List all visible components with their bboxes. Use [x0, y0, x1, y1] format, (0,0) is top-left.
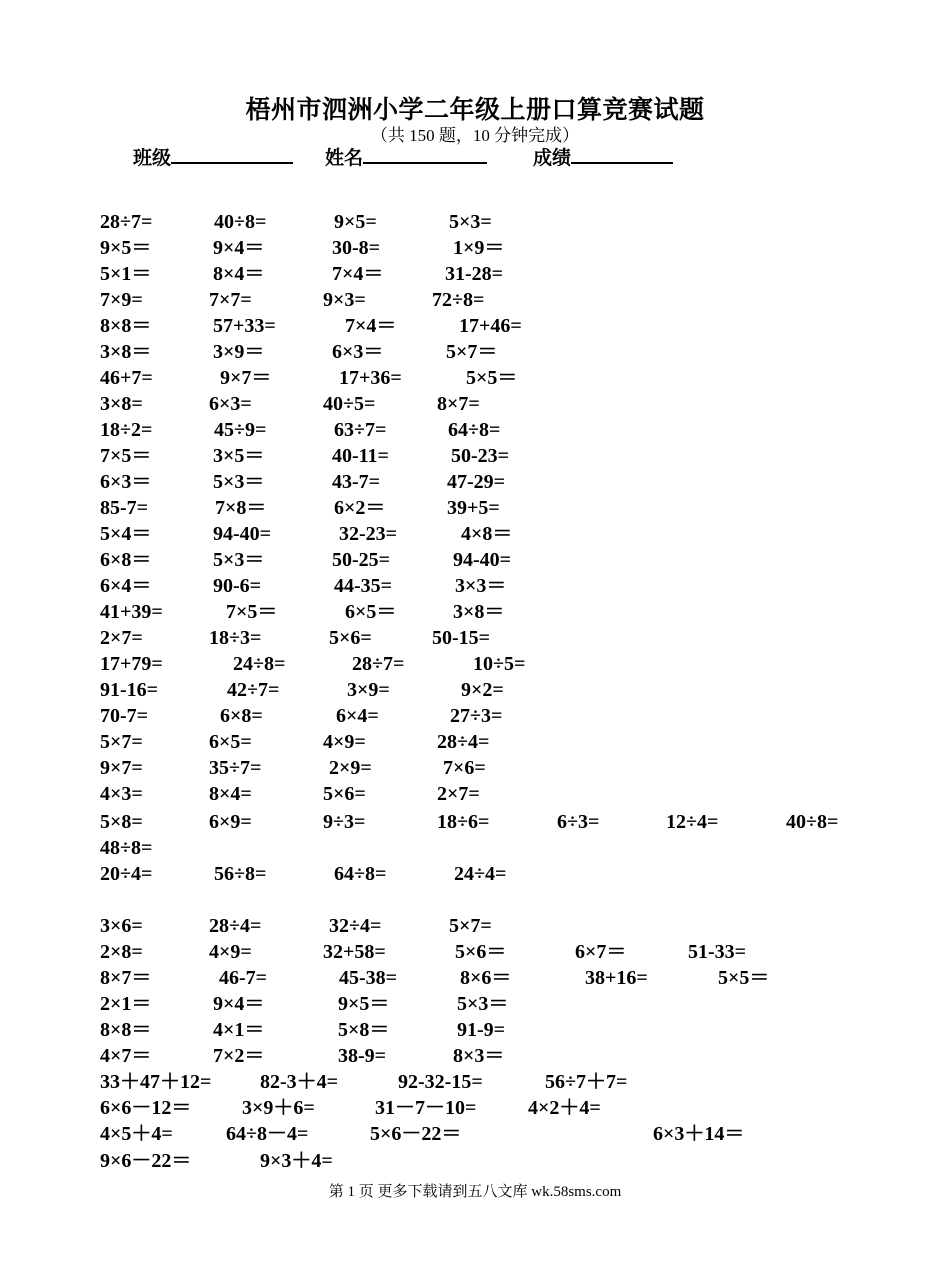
math-problem: 5×3＝: [213, 549, 265, 571]
math-problem: 64÷8=: [448, 419, 501, 441]
math-problem: 9×3=: [323, 289, 366, 311]
math-problem: 1×9＝: [453, 237, 505, 259]
math-problem: 4×1＝: [213, 1019, 265, 1041]
math-problem: 7×4＝: [332, 263, 384, 285]
math-problem: 9×5＝: [338, 993, 390, 1015]
math-problem: 7×9=: [100, 289, 143, 311]
math-problem: 57+33=: [213, 315, 276, 337]
math-problem: 6×8=: [220, 705, 263, 727]
math-problem: 8×8＝: [100, 1019, 152, 1041]
page-subtitle: （共 150 题，10 分钟完成）: [370, 126, 580, 145]
math-problem: 12÷4=: [666, 811, 719, 833]
math-problem: 41+39=: [100, 601, 163, 623]
math-problem: 91-9=: [457, 1019, 506, 1041]
math-problem: 50-15=: [432, 627, 491, 649]
math-problem: 50-23=: [451, 445, 510, 467]
math-problem: 44-35=: [334, 575, 393, 597]
math-problem: 2×8=: [100, 941, 143, 963]
math-problem: 27÷3=: [450, 705, 503, 727]
math-problem: 7×8＝: [215, 497, 267, 519]
math-problem: 30-8=: [332, 237, 381, 259]
math-problem: 4×5＋4=: [100, 1123, 173, 1145]
math-problem: 7×5＝: [226, 601, 278, 623]
score-label: 成绩: [533, 148, 572, 169]
math-problem: 10÷5=: [473, 653, 526, 675]
math-problem: 8×7=: [437, 393, 480, 415]
math-problem: 6×3＝: [332, 341, 384, 363]
math-problem: 6×4=: [336, 705, 379, 727]
math-problem: 8×6＝: [460, 967, 512, 989]
page-title: 梧州市泗洲小学二年级上册口算竞赛试题: [245, 97, 705, 124]
math-problem: 5×8＝: [338, 1019, 390, 1041]
math-problem: 45-38=: [339, 967, 398, 989]
math-problem: 5×7＝: [446, 341, 498, 363]
math-problem: 20÷4=: [100, 863, 153, 885]
math-problem: 6×3＋14＝: [653, 1123, 745, 1145]
math-problem: 2×7=: [100, 627, 143, 649]
math-problem: 31-28=: [445, 263, 504, 285]
math-problem: 6×7＝: [575, 941, 627, 963]
math-problem: 17+79=: [100, 653, 163, 675]
math-problem: 82-3＋4=: [260, 1071, 339, 1093]
math-problem: 72÷8=: [432, 289, 485, 311]
math-problem: 3×9＋6=: [242, 1097, 315, 1119]
math-problem: 8×4=: [209, 783, 252, 805]
math-problem: 3×8＝: [453, 601, 505, 623]
math-problem: 9×5＝: [100, 237, 152, 259]
math-problem: 9×3＋4=: [260, 1150, 333, 1172]
math-problem: 6×5＝: [345, 601, 397, 623]
math-problem: 2×7=: [437, 783, 480, 805]
math-problem: 48÷8=: [100, 837, 153, 859]
math-problem: 3×5＝: [213, 445, 265, 467]
math-problem: 5×5＝: [466, 367, 518, 389]
math-problem: 4×8＝: [461, 523, 513, 545]
math-problem: 7×5＝: [100, 445, 152, 467]
math-problem: 8×3＝: [453, 1045, 505, 1067]
math-problem: 45÷9=: [214, 419, 267, 441]
math-problem: 9×7＝: [220, 367, 272, 389]
math-problem: 6×5=: [209, 731, 252, 753]
math-problem: 38+16=: [585, 967, 648, 989]
math-problem: 6×3＝: [100, 471, 152, 493]
name-label: 姓名: [325, 148, 364, 169]
math-problem: 8×7＝: [100, 967, 152, 989]
math-problem: 5×7=: [449, 915, 492, 937]
math-problem: 3×8=: [100, 393, 143, 415]
math-problem: 5×8=: [100, 811, 143, 833]
math-problem: 5×7=: [100, 731, 143, 753]
math-problem: 9×7=: [100, 757, 143, 779]
math-problem: 6×4＝: [100, 575, 152, 597]
math-problem: 4×9=: [209, 941, 252, 963]
math-problem: 6×8＝: [100, 549, 152, 571]
math-problem: 24÷8=: [233, 653, 286, 675]
math-problem: 9×2=: [461, 679, 504, 701]
math-problem: 4×7＝: [100, 1045, 152, 1067]
math-problem: 8×4＝: [213, 263, 265, 285]
math-problem: 90-6=: [213, 575, 262, 597]
math-problem: 28÷4=: [437, 731, 490, 753]
page-footer: 第 1 页 更多下载请到五八文库 wk.58sms.com: [328, 1184, 622, 1200]
math-problem: 5×6＝: [455, 941, 507, 963]
math-problem: 56÷7＋7=: [545, 1071, 628, 1093]
math-problem: 92-32-15=: [398, 1071, 483, 1093]
math-problem: 3×9=: [347, 679, 390, 701]
math-problem: 3×8＝: [100, 341, 152, 363]
math-problem: 28÷4=: [209, 915, 262, 937]
math-problem: 5×6=: [323, 783, 366, 805]
math-problem: 3×9＝: [213, 341, 265, 363]
math-problem: 91-16=: [100, 679, 159, 701]
math-problem: 2×1＝: [100, 993, 152, 1015]
math-problem: 70-7=: [100, 705, 149, 727]
math-problem: 31－7－10=: [375, 1097, 477, 1119]
math-problem: 5×4＝: [100, 523, 152, 545]
math-problem: 35÷7=: [209, 757, 262, 779]
math-problem: 40-11=: [332, 445, 389, 467]
math-problem: 40÷8=: [786, 811, 839, 833]
math-problem: 4×9=: [323, 731, 366, 753]
math-problem: 32-23=: [339, 523, 398, 545]
math-problem: 3×6=: [100, 915, 143, 937]
math-problem: 50-25=: [332, 549, 391, 571]
math-problem: 9×4＝: [213, 237, 265, 259]
math-problem: 5×6=: [329, 627, 372, 649]
math-problem: 8×8＝: [100, 315, 152, 337]
math-problem: 47-29=: [447, 471, 506, 493]
math-problem: 5×1＝: [100, 263, 152, 285]
math-problem: 2×9=: [329, 757, 372, 779]
math-problem: 32+58=: [323, 941, 386, 963]
math-problem: 94-40=: [453, 549, 512, 571]
math-problem: 9÷3=: [323, 811, 366, 833]
math-problem: 85-7=: [100, 497, 149, 519]
math-problem: 18÷6=: [437, 811, 490, 833]
class-label: 班级: [133, 148, 172, 169]
math-problem: 6×3=: [209, 393, 252, 415]
math-problem: 7×2＝: [213, 1045, 265, 1067]
math-problem: 5×3=: [449, 211, 492, 233]
math-problem: 6×2＝: [334, 497, 386, 519]
math-problem: 56÷8=: [214, 863, 267, 885]
math-problem: 17+46=: [459, 315, 522, 337]
math-problem: 7×4＝: [345, 315, 397, 337]
math-problem: 5×5＝: [718, 967, 770, 989]
math-problem: 42÷7=: [227, 679, 280, 701]
math-problem: 46+7=: [100, 367, 153, 389]
math-problem: 6×6－12＝: [100, 1097, 192, 1119]
math-problem: 51-33=: [688, 941, 747, 963]
math-problem: 43-7=: [332, 471, 381, 493]
math-problem: 18÷3=: [209, 627, 262, 649]
math-problem: 64÷8－4=: [226, 1123, 309, 1145]
math-problem: 40÷5=: [323, 393, 376, 415]
math-problem: 33＋47＋12=: [100, 1071, 212, 1093]
math-problem: 24÷4=: [454, 863, 507, 885]
math-problem: 18÷2=: [100, 419, 153, 441]
math-problem: 38-9=: [338, 1045, 387, 1067]
math-problem: 9×5=: [334, 211, 377, 233]
math-problem: 64÷8=: [334, 863, 387, 885]
math-problem: 17+36=: [339, 367, 402, 389]
math-problem: 4×2＋4=: [528, 1097, 601, 1119]
math-problem: 3×3＝: [455, 575, 507, 597]
math-problem: 63÷7=: [334, 419, 387, 441]
math-problem: 6÷3=: [557, 811, 600, 833]
math-problem: 40÷8=: [214, 211, 267, 233]
math-problem: 39+5=: [447, 497, 500, 519]
math-problem: 46-7=: [219, 967, 268, 989]
math-problem: 28÷7=: [352, 653, 405, 675]
math-problem: 94-40=: [213, 523, 272, 545]
math-problem: 7×6=: [443, 757, 486, 779]
math-problem: 28÷7=: [100, 211, 153, 233]
math-problem: 9×6－22＝: [100, 1150, 192, 1172]
math-problem: 7×7=: [209, 289, 252, 311]
math-problem: 5×6－22＝: [370, 1123, 462, 1145]
math-problem: 32÷4=: [329, 915, 382, 937]
math-problem: 4×3=: [100, 783, 143, 805]
math-problem: 5×3＝: [457, 993, 509, 1015]
math-problem: 5×3＝: [213, 471, 265, 493]
math-problem: 9×4＝: [213, 993, 265, 1015]
math-problem: 6×9=: [209, 811, 252, 833]
